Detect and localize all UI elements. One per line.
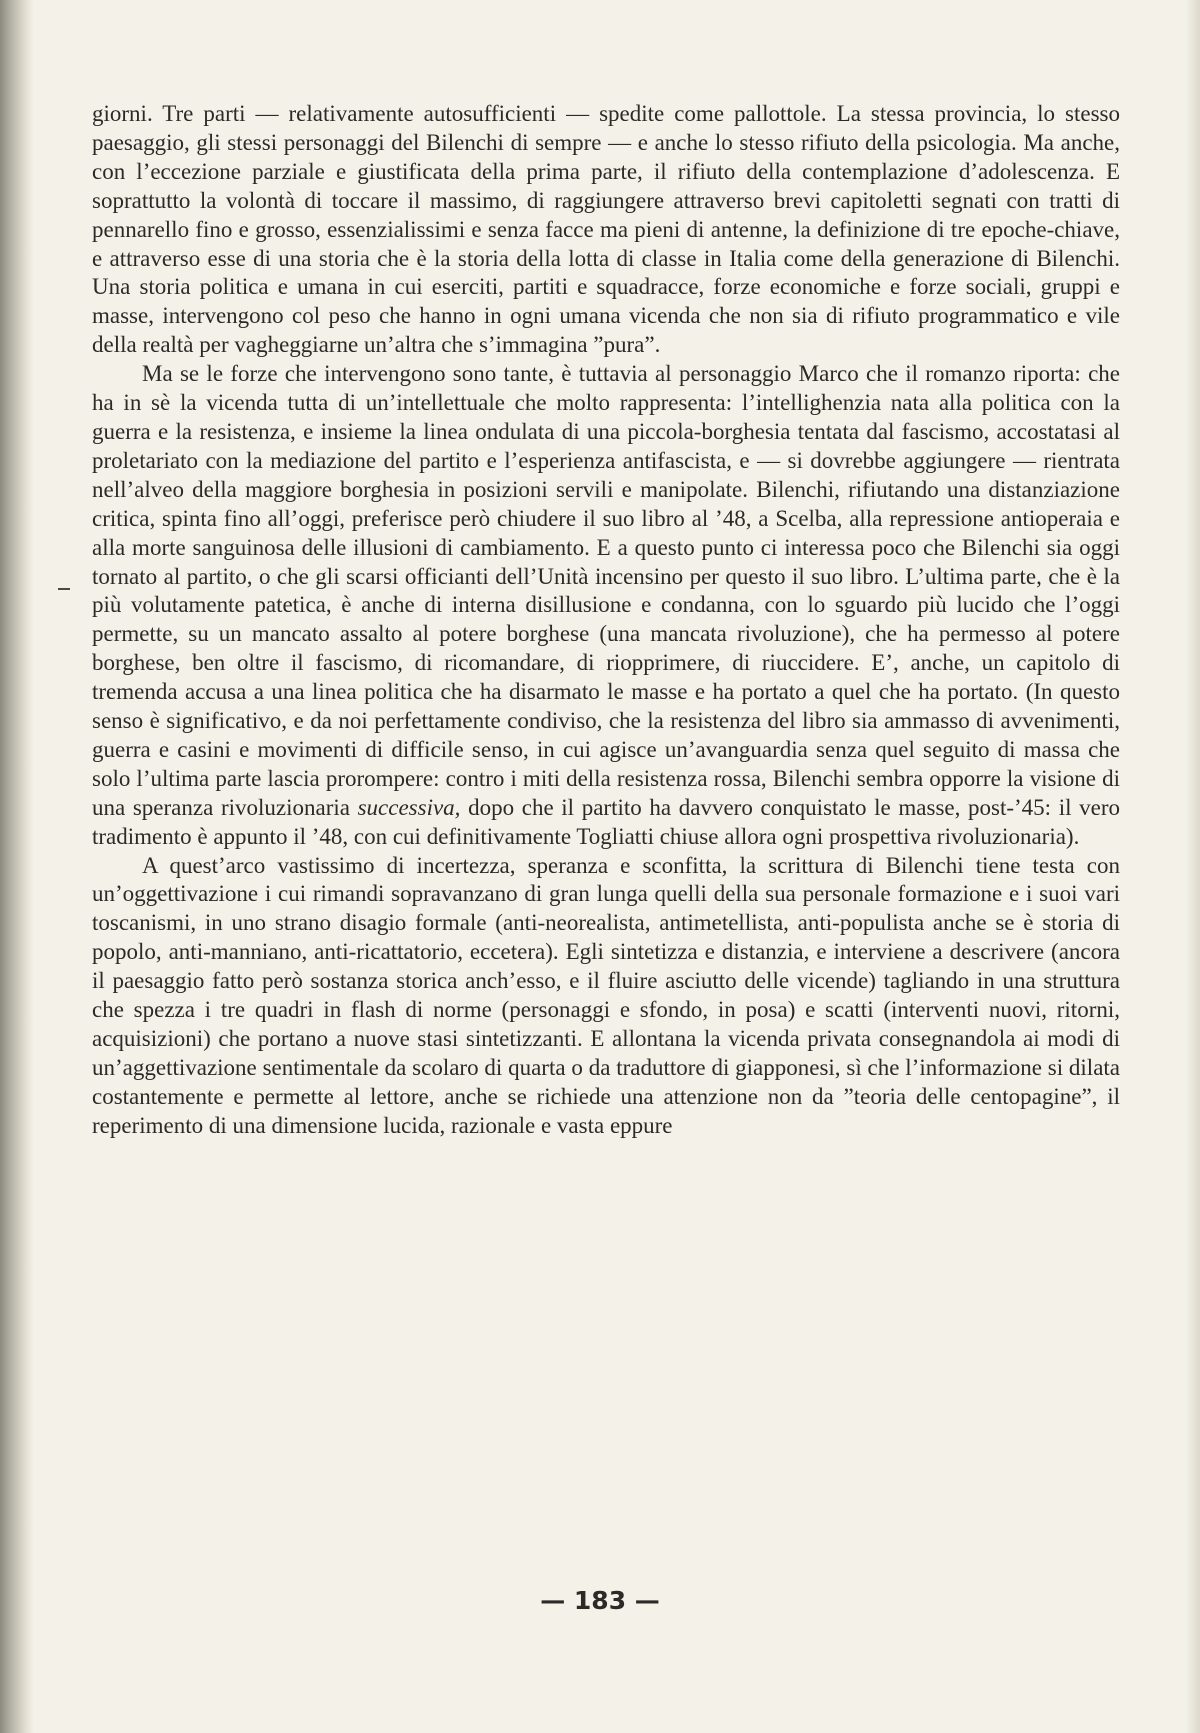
paragraph-2-text-a: Ma se le forze che intervengono sono tante, è tuttavia al personaggio Marco che il romanzo riporta: che ha in sè la vicenda tutta di un’intellettuale che molto rappresenta: l’intellighenzia nata alla politica con la guerra e la resistenza, e insieme la linea ondulata di una piccola-borghesia tentata dal fascismo, accostatasi al proletariato con la mediazione del partito e l’esperienza antifascista, e — si dovrebbe aggiungere — rientrata nell’alveo della maggiore borghesia in posizioni servili e manipolate. Bilenchi, rifiutando una distanziazione critica, spinta fino all’oggi, preferisce però chiudere il suo libro al ’48, a Scelba, alla repressione antioperaia e alla morte sanguinosa delle illusioni di cambiamento. E a questo punto ci interessa poco che Bilenchi sia oggi tornato al partito, o che gli scarsi officianti dell’Unità incensino per questo il suo libro. L’ultima parte, che è la più volutamente patetica, è anche di interna disillusione e condanna, con lo sguardo più lucido che l’oggi permette, su un mancato assalto al potere borghese (una mancata rivoluzione), che ha permesso al potere borghese, ben oltre il fascismo, di ricomandare, di riopprimere, di riuccidere. E’, anche, un capitolo di tremenda accusa a una linea politica che ha disarmato le masse e ha portato a quel che ha portato. (In questo senso è significativo, e da noi perfettamente condiviso, che la resistenza del libro sia ammasso di avvenimenti, guerra e casini e movimenti di difficile senso, in cui agisce un’avanguardia senza quel seguito di massa che solo l’ultima parte lascia prorompere: contro i miti della resistenza rossa, Bilenchi sembra opporre la visione di una speranza rivoluzionaria xyxy=(92,361,1120,820)
paragraph-1: giorni. Tre parti — relativamente autosufficienti — spedite come pallottole. La stessa provincia, lo stesso paesaggio, gli stessi personaggi del Bilenchi di sempre — e anche lo stesso rifiuto della psicologia. Ma anche, con l’eccezione parziale e giustificata della prima parte, il rifiuto della contemplazione d’adolescenza. E soprattutto la volontà di toccare il massimo, di raggiungere attraverso brevi capitoletti segnati con tratti di pennarello fino e grosso, essenzialissimi e senza facce ma pieni di antenne, la definizione di tre epoche-chiave, e attraverso esse di una storia che è la storia della lotta di classe in Italia come della generazione di Bilenchi. Una storia politica e umana in cui eserciti, partiti e squadracce, forze economiche e forze sociali, gruppi e masse, intervengono col peso che hanno in ogni umana vicenda che non sia di rifiuto programmatico e vile della realtà per vagheggiarne un’altra che s’immagina ”pura”. xyxy=(92,101,1120,358)
paragraph-2-italic: successiva, xyxy=(357,794,461,820)
margin-mark xyxy=(58,588,70,590)
page-right-edge xyxy=(1186,0,1200,1733)
page-binding-shadow xyxy=(0,0,34,1733)
page-number: — 183 — xyxy=(540,1586,660,1615)
paragraph-2-text-b: dopo che il partito ha davvero conquistato le masse, post-’45: il vero tradimento è appunto il ’48, con cui definitivamente Togliatti chiuse allora ogni prospettiva rivoluzionaria). xyxy=(92,794,1120,849)
paragraph-3: A quest’arco vastissimo di incertezza, speranza e sconfitta, la scrittura di Bilenchi tiene testa con un’oggettivazione i cui rimandi sopravanzano di gran lunga quelli della sua personale formazione e i suoi vari toscanismi, in uno strano disagio formale (anti-neorealista, antimetellista, anti-populista anche se è storia di popolo, anti-manniano, anti-ricattatorio, eccetera). Egli sintetizza e distanzia, e interviene a descrivere (ancora il paesaggio fatto però sostanza storica anch’esso, e il fluire asciutto delle vicende) tagliando in una struttura che spezza i tre quadri in flash di norme (personaggi e sfondo, in posa) e scatti (interventi nuovi, ritorni, acquisizioni) che portano a nuove stasi sintetizzanti. E allontana la vicenda privata consegnandola ai modi di un’aggettivazione sentimentale da scolaro di quarta o da traduttore di giapponesi, sì che l’informazione si dilata costantemente e permette al lettore, anche se richiede una attenzione non da ”teoria delle centopagine”, il reperimento di una dimensione lucida, razionale e vasta eppure xyxy=(92,852,1120,1138)
paragraph-2 xyxy=(92,360,1120,851)
body-text xyxy=(92,100,1120,1141)
